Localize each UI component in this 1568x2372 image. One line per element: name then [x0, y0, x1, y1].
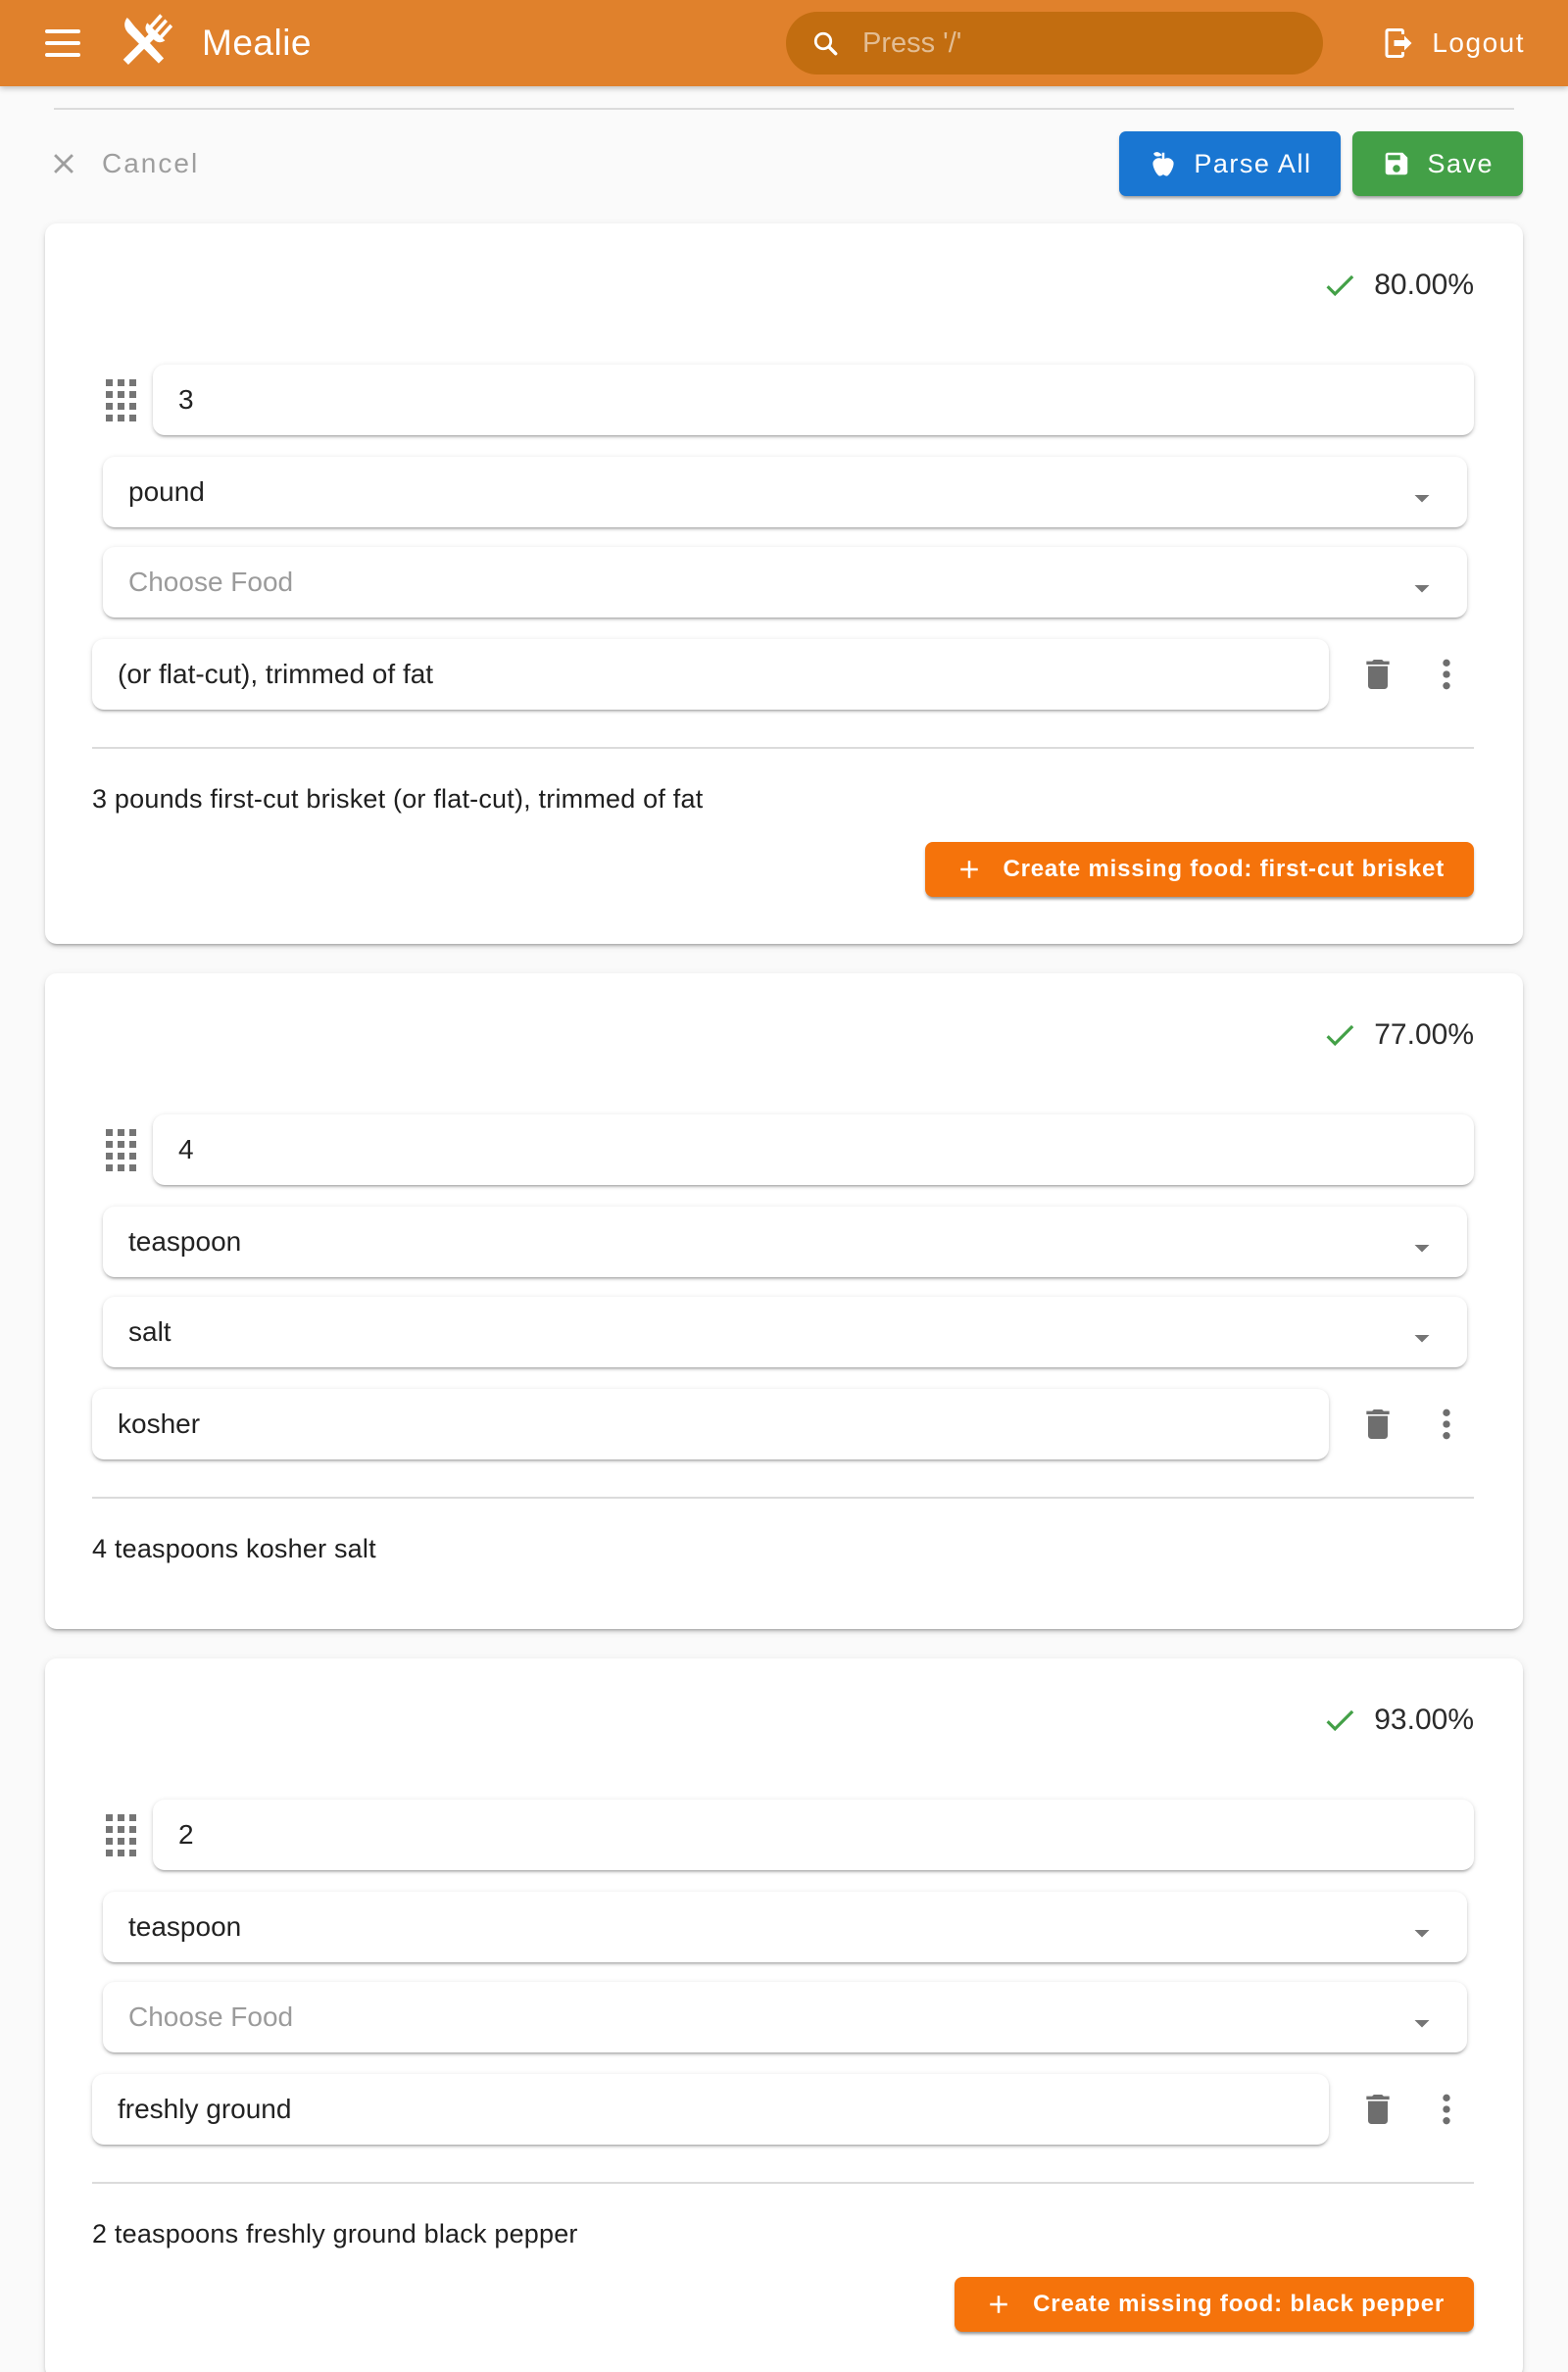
plus-icon	[955, 855, 984, 884]
logout-label: Logout	[1432, 27, 1525, 58]
unit-select-input[interactable]	[103, 1207, 1467, 1277]
quantity-row	[106, 365, 1474, 435]
create-missing-food-button[interactable]	[955, 2277, 1474, 2332]
logo-icon	[116, 13, 176, 74]
save-button[interactable]	[1352, 131, 1523, 196]
ingredient-card	[45, 223, 1523, 944]
note-input[interactable]	[92, 639, 1329, 710]
more-menu-button[interactable]	[1419, 647, 1474, 702]
food-select[interactable]	[103, 1982, 1467, 2052]
card-divider	[92, 1497, 1474, 1499]
note-row	[92, 639, 1474, 710]
create-missing-food-label: Create missing food: first-cut brisket	[1003, 856, 1445, 882]
delete-button[interactable]	[1350, 1397, 1405, 1452]
drag-handle-icon[interactable]	[106, 1814, 135, 1856]
check-icon	[1321, 1016, 1358, 1054]
check-icon	[1321, 1702, 1358, 1739]
quantity-input[interactable]	[153, 1800, 1474, 1870]
cancel-label: Cancel	[102, 148, 200, 178]
drag-handle-icon[interactable]	[106, 379, 135, 421]
menu-icon[interactable]	[45, 29, 80, 57]
quantity-input[interactable]	[153, 365, 1474, 435]
card-divider	[92, 747, 1474, 749]
save-label: Save	[1427, 148, 1494, 178]
search-bar[interactable]	[786, 12, 1323, 74]
unit-select-input[interactable]	[103, 1892, 1467, 1962]
quantity-row	[106, 1114, 1474, 1185]
kebab-icon	[1427, 655, 1466, 694]
unit-select[interactable]	[103, 1892, 1467, 1962]
apple-icon	[1149, 149, 1178, 178]
create-missing-food-label: Create missing food: black pepper	[1033, 2291, 1445, 2317]
note-input[interactable]	[92, 1389, 1329, 1459]
more-menu-button[interactable]	[1419, 2082, 1474, 2137]
food-select-input[interactable]	[103, 547, 1467, 618]
logout-button[interactable]	[1381, 25, 1525, 61]
parsed-ingredient-text: 3 pounds first-cut brisket (or flat-cut), trimmed of fat	[92, 784, 704, 814]
delete-button[interactable]	[1350, 2082, 1405, 2137]
plus-icon	[984, 2290, 1013, 2319]
quantity-row	[106, 1800, 1474, 1870]
note-row	[92, 2074, 1474, 2145]
check-icon	[1321, 267, 1358, 304]
food-select[interactable]	[103, 547, 1467, 618]
search-icon	[809, 27, 841, 59]
unit-select[interactable]	[103, 457, 1467, 527]
parse-all-label: Parse All	[1194, 148, 1312, 178]
confidence-row	[92, 267, 1474, 304]
food-select-input[interactable]	[103, 1982, 1467, 2052]
delete-icon	[1358, 655, 1397, 694]
cancel-button[interactable]	[47, 147, 199, 180]
confidence-value: 80.00%	[1374, 269, 1474, 301]
more-menu-button[interactable]	[1419, 1397, 1474, 1452]
drag-handle-icon[interactable]	[106, 1129, 135, 1171]
quantity-input[interactable]	[153, 1114, 1474, 1185]
ingredient-card	[45, 1658, 1523, 2372]
card-divider	[92, 2182, 1474, 2184]
confidence-row	[92, 1016, 1474, 1054]
unit-select-input[interactable]	[103, 457, 1467, 527]
search-input[interactable]	[862, 27, 1254, 60]
close-icon	[47, 147, 80, 180]
confidence-value: 77.00%	[1374, 1018, 1474, 1051]
save-icon	[1382, 149, 1411, 178]
actions-row	[0, 110, 1568, 223]
app-title: Mealie	[202, 23, 312, 63]
confidence-value: 93.00%	[1374, 1704, 1474, 1736]
parse-all-button[interactable]	[1119, 131, 1341, 196]
ingredient-card	[45, 973, 1523, 1629]
kebab-icon	[1427, 2090, 1466, 2129]
parsed-ingredient-text: 2 teaspoons freshly ground black pepper	[92, 2219, 578, 2248]
delete-icon	[1358, 1405, 1397, 1444]
logout-icon	[1381, 25, 1416, 61]
create-missing-food-button[interactable]	[925, 842, 1474, 897]
note-row	[92, 1389, 1474, 1459]
delete-button[interactable]	[1350, 647, 1405, 702]
unit-select[interactable]	[103, 1207, 1467, 1277]
confidence-row	[92, 1702, 1474, 1739]
note-input[interactable]	[92, 2074, 1329, 2145]
food-select-input[interactable]	[103, 1297, 1467, 1367]
delete-icon	[1358, 2090, 1397, 2129]
food-select[interactable]	[103, 1297, 1467, 1367]
kebab-icon	[1427, 1405, 1466, 1444]
app-header	[0, 0, 1568, 86]
parsed-ingredient-text: 4 teaspoons kosher salt	[92, 1534, 376, 1563]
